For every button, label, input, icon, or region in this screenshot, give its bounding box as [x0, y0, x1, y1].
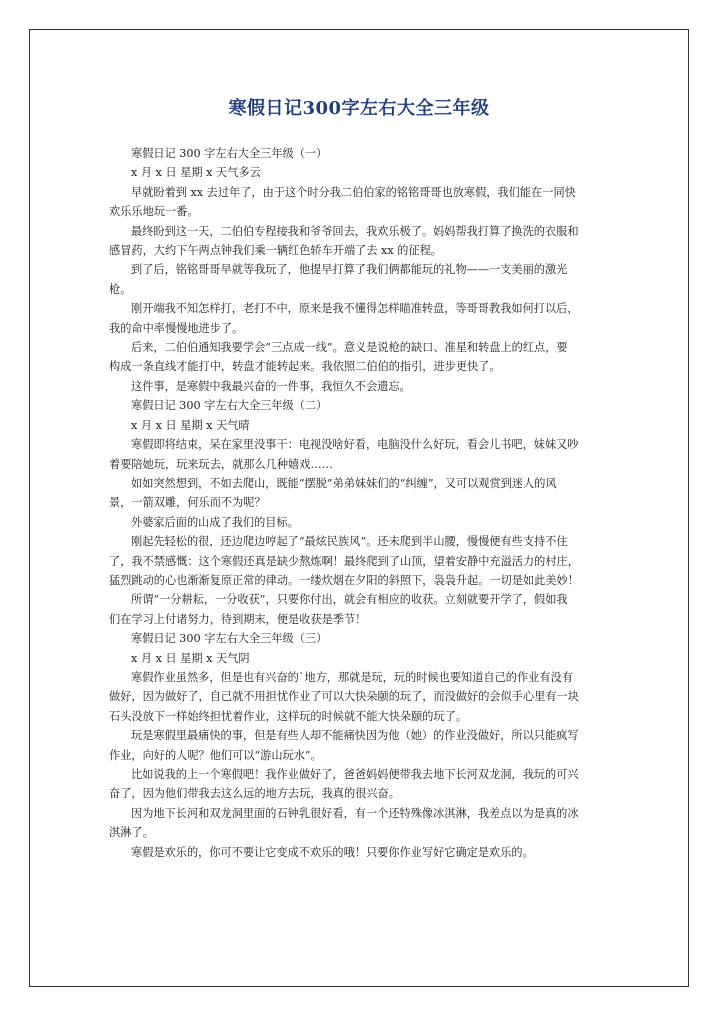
text-line: 这件事，是寒假中我最兴奋的一件事，我恒久不会遗忘。 [131, 379, 411, 393]
text-line: 所谓“一分耕耘，一分收获”，只要你付出，就会有相应的收获。立刻就要开学了，假如我 [131, 593, 568, 607]
text-line: 刚起先轻松的很，还边爬边哼起了“最炫民族风”。还未爬到半山腰，慢慢便有些支持不住 [131, 535, 568, 549]
document-title: 寒假日记300字左右大全三年级 [228, 98, 490, 119]
text-line: 寒假作业虽然多，但是也有兴奋的`地方，那就是玩，玩的时候也要知道自己的作业有没有 [131, 670, 573, 684]
text-line: 比如说我的上一个寒假吧！我作业做好了，爸爸妈妈便带我去地下长河双龙洞，我玩的可兴 [131, 768, 579, 781]
text-line: 早就盼着到 xx 去过年了，由于这个时分我二伯伯家的铭铭哥哥也放寒假，我们能在一同快 [131, 185, 576, 199]
text-line: 玩是寒假里最痛快的事，但是有些人却不能痛快因为他（她）的作业没做好，所以只能疯写 [131, 729, 579, 743]
text-line: 景，一箭双雕，何乐而不为呢？ [109, 496, 266, 510]
text-line: 最终盼到这一天，二伯伯专程接我和爷爷回去，我欢乐极了。妈妈帮我打算了换洗的衣服和 [131, 224, 579, 238]
text-line: x 月 x 日 星期 x 天气多云 [131, 166, 261, 180]
text-line: 了，我不禁感慨：这个寒假还真是缺少熬炼啊！最终爬到了山顶，望着安静中充溢活力的村庄， [109, 554, 579, 568]
text-line: 外婆家后面的山成了我们的目标。 [131, 515, 299, 529]
text-line: x 月 x 日 星期 x 天气晴 [131, 418, 250, 432]
text-line: 感冒药，大约下午两点钟我们乘一辆红色轿车开端了去 xx 的征程。 [109, 244, 442, 258]
text-line: 猛烈跳动的心也渐渐复原正常的律动。一缕炊烟在夕阳的斜照下，袅袅升起。一切是如此美妙！ [109, 573, 579, 587]
text-line: x 月 x 日 星期 x 天气阴 [131, 651, 250, 665]
text-line: 做好，因为做好了，自己就不用担忧作业了可以大快朵颐的玩了，而没做好的会似手心里有一块 [109, 690, 579, 704]
text-line: 寒假日记 300 字左右大全三年级（三） [131, 632, 328, 646]
text-line: 寒假日记 300 字左右大全三年级（一） [131, 147, 328, 160]
text-line: 着要陪她玩，玩来玩去，就那么几种嬉戏…… [109, 457, 333, 471]
text-line: 寒假即将结束，呆在家里没事干：电视没啥好看，电脑没什么好玩，看会儿书吧，妹妹又吵 [131, 438, 579, 452]
text-line: 作业，向好的人呢？他们可以“游山玩水”。 [109, 748, 322, 762]
text-line: 如如突然想到，不如去爬山，既能“摆脱”弟弟妹妹们的“纠缠”，又可以观赏到迷人的风 [131, 476, 557, 490]
text-line: 淇淋了。 [109, 826, 154, 840]
text-line: 刚开端我不知怎样打，老打不中，原来是我不懂得怎样瞄准转盘，等哥哥教我如何打以后， [131, 302, 579, 316]
text-line: 寒假是欢乐的，你可不要让它变成不欢乐的哦！只要你作业写好它确定是欢乐的。 [131, 845, 534, 859]
text-line: 因为地下长河和双龙洞里面的石钟乳很好看，有一个还特殊像冰淇淋，我差点以为是真的冰 [131, 806, 579, 820]
text-line: 们在学习上付诸努力，待到期末，便是收获是季节！ [109, 612, 367, 626]
text-line: 到了后，铭铭哥哥早就等我玩了，他提早打算了我们俩都能玩的礼物——一支美丽的激光 [131, 263, 568, 277]
text-line: 枪。 [109, 282, 132, 296]
text-line: 欢乐乐地玩一番。 [109, 205, 199, 219]
text-line: 寒假日记 300 字左右大全三年级（二） [131, 399, 328, 413]
text-line: 后来，二伯伯通知我要学会“三点成一线”。意义是说枪的缺口、准星和转盘上的红点，要 [131, 341, 568, 355]
document-body [109, 144, 617, 862]
text-line: 石头没放下一样始终担忧着作业，这样玩的时候就不能大快朵颐的玩了。 [109, 709, 468, 723]
text-line: 我的命中率慢慢地进步了。 [109, 321, 244, 335]
text-line: 构成一条直线才能打中，转盘才能转起来。我依照二伯伯的指引，进步更快了。 [109, 360, 501, 374]
text-line: 奋了，因为他们带我去这么远的地方去玩，我真的很兴奋。 [109, 787, 400, 801]
